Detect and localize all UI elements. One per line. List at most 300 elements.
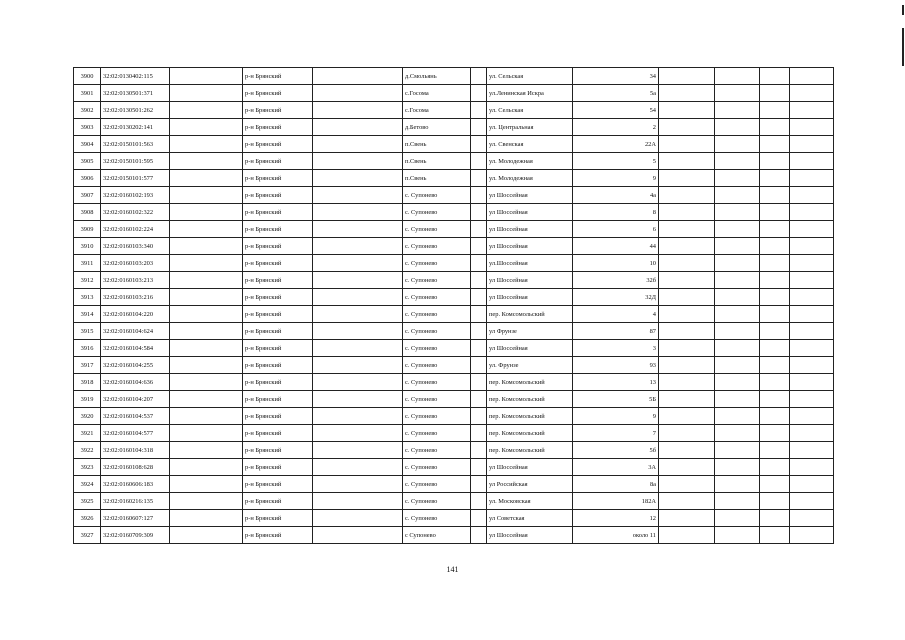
- empty-cell: [170, 340, 243, 357]
- house-number-cell: 8а: [573, 476, 659, 493]
- empty-cell: [760, 357, 790, 374]
- empty-cell: [790, 340, 834, 357]
- empty-cell: [170, 85, 243, 102]
- street-cell: ул.Шоссейная: [487, 255, 573, 272]
- row-number-cell: 3904: [74, 136, 101, 153]
- empty-cell: [313, 374, 403, 391]
- district-cell: р-н Брянский: [243, 289, 313, 306]
- empty-cell: [659, 306, 715, 323]
- house-number-cell: 22А: [573, 136, 659, 153]
- empty-cell: [715, 527, 760, 544]
- table-row: [74, 119, 834, 136]
- cadastral-number-cell: 32:02:0160103:216: [101, 289, 170, 306]
- street-cell: ул Шоссейная: [487, 187, 573, 204]
- empty-cell: [471, 323, 487, 340]
- empty-cell: [760, 425, 790, 442]
- settlement-cell: с Супонево: [403, 527, 471, 544]
- cadastral-number-cell: 32:02:0160216:135: [101, 493, 170, 510]
- settlement-cell: с.Госома: [403, 102, 471, 119]
- empty-cell: [471, 459, 487, 476]
- empty-cell: [170, 323, 243, 340]
- cadastral-number-cell: 32:02:0160104:220: [101, 306, 170, 323]
- empty-cell: [790, 357, 834, 374]
- district-cell: р-н Брянский: [243, 340, 313, 357]
- cadastral-number-cell: 32:02:0160104:318: [101, 442, 170, 459]
- empty-cell: [313, 170, 403, 187]
- empty-cell: [760, 493, 790, 510]
- empty-cell: [715, 408, 760, 425]
- district-cell: р-н Брянский: [243, 119, 313, 136]
- empty-cell: [659, 170, 715, 187]
- empty-cell: [313, 204, 403, 221]
- empty-cell: [659, 153, 715, 170]
- street-cell: ул Советская: [487, 510, 573, 527]
- table-row: [74, 68, 834, 85]
- empty-cell: [659, 374, 715, 391]
- cadastral-number-cell: 32:02:0160103:203: [101, 255, 170, 272]
- row-number-cell: 3910: [74, 238, 101, 255]
- district-cell: р-н Брянский: [243, 204, 313, 221]
- row-number-cell: 3925: [74, 493, 101, 510]
- empty-cell: [313, 306, 403, 323]
- district-cell: р-н Брянский: [243, 323, 313, 340]
- empty-cell: [659, 425, 715, 442]
- empty-cell: [170, 425, 243, 442]
- settlement-cell: с. Супонево: [403, 221, 471, 238]
- table-row: [74, 408, 834, 425]
- empty-cell: [790, 306, 834, 323]
- empty-cell: [760, 238, 790, 255]
- empty-cell: [313, 187, 403, 204]
- empty-cell: [760, 323, 790, 340]
- district-cell: р-н Брянский: [243, 238, 313, 255]
- row-number-cell: 3916: [74, 340, 101, 357]
- street-cell: пер. Комсомольский: [487, 391, 573, 408]
- empty-cell: [715, 255, 760, 272]
- empty-cell: [313, 340, 403, 357]
- empty-cell: [170, 102, 243, 119]
- settlement-cell: с. Супонево: [403, 476, 471, 493]
- settlement-cell: с. Супонево: [403, 442, 471, 459]
- settlement-cell: с. Супонево: [403, 408, 471, 425]
- street-cell: ул. Молодежная: [487, 153, 573, 170]
- row-number-cell: 3906: [74, 170, 101, 187]
- empty-cell: [790, 408, 834, 425]
- row-number-cell: 3902: [74, 102, 101, 119]
- settlement-cell: д.Смольянь: [403, 68, 471, 85]
- table-row: [74, 459, 834, 476]
- empty-cell: [313, 408, 403, 425]
- empty-cell: [760, 170, 790, 187]
- cadastral-number-cell: 32:02:0160108:628: [101, 459, 170, 476]
- empty-cell: [760, 527, 790, 544]
- house-number-cell: 5Б: [573, 391, 659, 408]
- empty-cell: [760, 510, 790, 527]
- empty-cell: [313, 238, 403, 255]
- street-cell: ул. Московская: [487, 493, 573, 510]
- empty-cell: [471, 102, 487, 119]
- table-body: [74, 68, 834, 544]
- empty-cell: [313, 357, 403, 374]
- empty-cell: [790, 153, 834, 170]
- empty-cell: [659, 493, 715, 510]
- empty-cell: [170, 68, 243, 85]
- empty-cell: [659, 459, 715, 476]
- row-number-cell: 3918: [74, 374, 101, 391]
- settlement-cell: с. Супонево: [403, 289, 471, 306]
- empty-cell: [790, 187, 834, 204]
- empty-cell: [313, 153, 403, 170]
- row-number-cell: 3912: [74, 272, 101, 289]
- empty-cell: [659, 272, 715, 289]
- street-cell: ул Фрунзе: [487, 323, 573, 340]
- empty-cell: [715, 442, 760, 459]
- settlement-cell: с. Супонево: [403, 272, 471, 289]
- empty-cell: [715, 187, 760, 204]
- house-number-cell: 3: [573, 340, 659, 357]
- settlement-cell: с. Супонево: [403, 510, 471, 527]
- street-cell: ул Шоссейная: [487, 221, 573, 238]
- empty-cell: [760, 272, 790, 289]
- settlement-cell: с. Супонево: [403, 306, 471, 323]
- empty-cell: [170, 119, 243, 136]
- district-cell: р-н Брянский: [243, 374, 313, 391]
- empty-cell: [715, 510, 760, 527]
- empty-cell: [760, 374, 790, 391]
- empty-cell: [790, 323, 834, 340]
- empty-cell: [715, 476, 760, 493]
- table-row: [74, 85, 834, 102]
- empty-cell: [170, 408, 243, 425]
- settlement-cell: с. Супонево: [403, 459, 471, 476]
- district-cell: р-н Брянский: [243, 272, 313, 289]
- street-cell: пер. Комсомольский: [487, 408, 573, 425]
- empty-cell: [790, 85, 834, 102]
- row-number-cell: 3920: [74, 408, 101, 425]
- empty-cell: [170, 306, 243, 323]
- cadastral-number-cell: 32:02:0160104:537: [101, 408, 170, 425]
- empty-cell: [471, 153, 487, 170]
- house-number-cell: 5а: [573, 85, 659, 102]
- cadastral-number-cell: 32:02:0160104:636: [101, 374, 170, 391]
- empty-cell: [313, 493, 403, 510]
- empty-cell: [715, 459, 760, 476]
- empty-cell: [659, 323, 715, 340]
- empty-cell: [760, 85, 790, 102]
- district-cell: р-н Брянский: [243, 357, 313, 374]
- empty-cell: [659, 357, 715, 374]
- district-cell: р-н Брянский: [243, 136, 313, 153]
- empty-cell: [313, 425, 403, 442]
- empty-cell: [715, 170, 760, 187]
- scan-edge-mark: [902, 5, 904, 15]
- row-number-cell: 3915: [74, 323, 101, 340]
- empty-cell: [760, 102, 790, 119]
- cadastral-number-cell: 32:02:0160104:624: [101, 323, 170, 340]
- cadastral-number-cell: 32:02:0160709:309: [101, 527, 170, 544]
- empty-cell: [313, 221, 403, 238]
- empty-cell: [170, 238, 243, 255]
- settlement-cell: п.Свень: [403, 136, 471, 153]
- empty-cell: [170, 442, 243, 459]
- table-row: [74, 323, 834, 340]
- settlement-cell: д.Бетово: [403, 119, 471, 136]
- empty-cell: [715, 289, 760, 306]
- house-number-cell: 32б: [573, 272, 659, 289]
- empty-cell: [659, 289, 715, 306]
- empty-cell: [790, 170, 834, 187]
- table-row: [74, 187, 834, 204]
- empty-cell: [313, 102, 403, 119]
- house-number-cell: 9: [573, 170, 659, 187]
- cadastral-number-cell: 32:02:0130402:115: [101, 68, 170, 85]
- empty-cell: [313, 391, 403, 408]
- empty-cell: [313, 68, 403, 85]
- empty-cell: [790, 238, 834, 255]
- empty-cell: [471, 357, 487, 374]
- empty-cell: [790, 425, 834, 442]
- empty-cell: [760, 442, 790, 459]
- table-row: [74, 357, 834, 374]
- street-cell: пер. Комсомольский: [487, 425, 573, 442]
- cadastral-number-cell: 32:02:0160104:577: [101, 425, 170, 442]
- empty-cell: [313, 136, 403, 153]
- empty-cell: [760, 119, 790, 136]
- empty-cell: [790, 136, 834, 153]
- house-number-cell: 9: [573, 408, 659, 425]
- street-cell: ул. Сельская: [487, 68, 573, 85]
- street-cell: ул. Фрунзе: [487, 357, 573, 374]
- cadastral-number-cell: 32:02:0130501:262: [101, 102, 170, 119]
- empty-cell: [313, 119, 403, 136]
- empty-cell: [659, 391, 715, 408]
- empty-cell: [715, 391, 760, 408]
- empty-cell: [471, 408, 487, 425]
- row-number-cell: 3922: [74, 442, 101, 459]
- empty-cell: [313, 289, 403, 306]
- street-cell: ул Шоссейная: [487, 340, 573, 357]
- house-number-cell: 44: [573, 238, 659, 255]
- settlement-cell: с. Супонево: [403, 187, 471, 204]
- district-cell: р-н Брянский: [243, 425, 313, 442]
- empty-cell: [471, 68, 487, 85]
- street-cell: ул. Сельская: [487, 102, 573, 119]
- table-row: [74, 527, 834, 544]
- empty-cell: [471, 340, 487, 357]
- district-cell: р-н Брянский: [243, 459, 313, 476]
- empty-cell: [659, 102, 715, 119]
- empty-cell: [471, 289, 487, 306]
- settlement-cell: с. Супонево: [403, 323, 471, 340]
- empty-cell: [715, 68, 760, 85]
- house-number-cell: 10: [573, 255, 659, 272]
- empty-cell: [715, 425, 760, 442]
- empty-cell: [659, 119, 715, 136]
- row-number-cell: 3908: [74, 204, 101, 221]
- row-number-cell: 3917: [74, 357, 101, 374]
- settlement-cell: с. Супонево: [403, 238, 471, 255]
- row-number-cell: 3914: [74, 306, 101, 323]
- table-row: [74, 493, 834, 510]
- empty-cell: [170, 170, 243, 187]
- empty-cell: [659, 136, 715, 153]
- row-number-cell: 3903: [74, 119, 101, 136]
- street-cell: ул Шоссейная: [487, 527, 573, 544]
- empty-cell: [170, 391, 243, 408]
- cadastral-number-cell: 32:02:0160104:207: [101, 391, 170, 408]
- empty-cell: [659, 408, 715, 425]
- empty-cell: [313, 323, 403, 340]
- district-cell: р-н Брянский: [243, 306, 313, 323]
- empty-cell: [760, 136, 790, 153]
- table-row: [74, 306, 834, 323]
- table-row: [74, 255, 834, 272]
- table-row: [74, 204, 834, 221]
- settlement-cell: п.Свень: [403, 170, 471, 187]
- cadastral-number-cell: 32:02:0160606:183: [101, 476, 170, 493]
- empty-cell: [715, 85, 760, 102]
- district-cell: р-н Брянский: [243, 85, 313, 102]
- empty-cell: [715, 136, 760, 153]
- row-number-cell: 3909: [74, 221, 101, 238]
- empty-cell: [471, 221, 487, 238]
- house-number-cell: 3А: [573, 459, 659, 476]
- street-cell: ул Российская: [487, 476, 573, 493]
- street-cell: ул Шоссейная: [487, 289, 573, 306]
- table-row: [74, 340, 834, 357]
- cadastral-number-cell: 32:02:0160102:224: [101, 221, 170, 238]
- row-number-cell: 3923: [74, 459, 101, 476]
- empty-cell: [659, 238, 715, 255]
- house-number-cell: 4а: [573, 187, 659, 204]
- house-number-cell: 54: [573, 102, 659, 119]
- empty-cell: [471, 255, 487, 272]
- empty-cell: [760, 289, 790, 306]
- empty-cell: [471, 187, 487, 204]
- empty-cell: [471, 391, 487, 408]
- empty-cell: [313, 442, 403, 459]
- empty-cell: [715, 374, 760, 391]
- row-number-cell: 3913: [74, 289, 101, 306]
- street-cell: ул Шоссейная: [487, 459, 573, 476]
- table-row: [74, 153, 834, 170]
- district-cell: р-н Брянский: [243, 391, 313, 408]
- registry-table: [73, 67, 834, 544]
- house-number-cell: 87: [573, 323, 659, 340]
- empty-cell: [790, 102, 834, 119]
- house-number-cell: 13: [573, 374, 659, 391]
- empty-cell: [715, 153, 760, 170]
- house-number-cell: 5б: [573, 442, 659, 459]
- cadastral-number-cell: 32:02:0160104:584: [101, 340, 170, 357]
- row-number-cell: 3905: [74, 153, 101, 170]
- house-number-cell: 4: [573, 306, 659, 323]
- empty-cell: [170, 136, 243, 153]
- empty-cell: [471, 85, 487, 102]
- cadastral-number-cell: 32:02:0130202:141: [101, 119, 170, 136]
- district-cell: р-н Брянский: [243, 187, 313, 204]
- empty-cell: [760, 255, 790, 272]
- house-number-cell: 32Д: [573, 289, 659, 306]
- street-cell: пер. Комсомольский: [487, 374, 573, 391]
- empty-cell: [170, 204, 243, 221]
- district-cell: р-н Брянский: [243, 442, 313, 459]
- empty-cell: [760, 153, 790, 170]
- row-number-cell: 3921: [74, 425, 101, 442]
- cadastral-number-cell: 32:02:0130501:371: [101, 85, 170, 102]
- empty-cell: [790, 510, 834, 527]
- table-row: [74, 170, 834, 187]
- cadastral-number-cell: 32:02:0160104:255: [101, 357, 170, 374]
- settlement-cell: с. Супонево: [403, 255, 471, 272]
- settlement-cell: с. Супонево: [403, 374, 471, 391]
- empty-cell: [471, 527, 487, 544]
- table-row: [74, 510, 834, 527]
- empty-cell: [170, 493, 243, 510]
- empty-cell: [715, 238, 760, 255]
- empty-cell: [170, 459, 243, 476]
- empty-cell: [659, 187, 715, 204]
- street-cell: ул. Свенская: [487, 136, 573, 153]
- house-number-cell: 182А: [573, 493, 659, 510]
- district-cell: р-н Брянский: [243, 68, 313, 85]
- empty-cell: [471, 136, 487, 153]
- row-number-cell: 3927: [74, 527, 101, 544]
- settlement-cell: с.Госома: [403, 85, 471, 102]
- house-number-cell: 34: [573, 68, 659, 85]
- street-cell: ул.Ленинская Искра: [487, 85, 573, 102]
- empty-cell: [471, 238, 487, 255]
- house-number-cell: 12: [573, 510, 659, 527]
- empty-cell: [170, 476, 243, 493]
- district-cell: р-н Брянский: [243, 170, 313, 187]
- table-row: [74, 238, 834, 255]
- empty-cell: [790, 476, 834, 493]
- empty-cell: [471, 374, 487, 391]
- scan-edge-line: [902, 28, 904, 66]
- district-cell: р-н Брянский: [243, 153, 313, 170]
- empty-cell: [313, 85, 403, 102]
- street-cell: пер. Комсомольский: [487, 306, 573, 323]
- empty-cell: [715, 204, 760, 221]
- empty-cell: [170, 357, 243, 374]
- settlement-cell: с. Супонево: [403, 493, 471, 510]
- district-cell: р-н Брянский: [243, 221, 313, 238]
- empty-cell: [170, 272, 243, 289]
- empty-cell: [170, 510, 243, 527]
- empty-cell: [659, 476, 715, 493]
- empty-cell: [659, 204, 715, 221]
- table-row: [74, 374, 834, 391]
- empty-cell: [471, 119, 487, 136]
- empty-cell: [760, 391, 790, 408]
- empty-cell: [760, 408, 790, 425]
- empty-cell: [760, 476, 790, 493]
- district-cell: р-н Брянский: [243, 527, 313, 544]
- settlement-cell: с. Супонево: [403, 357, 471, 374]
- empty-cell: [471, 510, 487, 527]
- empty-cell: [170, 221, 243, 238]
- district-cell: р-н Брянский: [243, 255, 313, 272]
- empty-cell: [170, 289, 243, 306]
- empty-cell: [313, 527, 403, 544]
- district-cell: р-н Брянский: [243, 493, 313, 510]
- empty-cell: [659, 340, 715, 357]
- row-number-cell: 3911: [74, 255, 101, 272]
- table-row: [74, 221, 834, 238]
- house-number-cell: 93: [573, 357, 659, 374]
- empty-cell: [313, 476, 403, 493]
